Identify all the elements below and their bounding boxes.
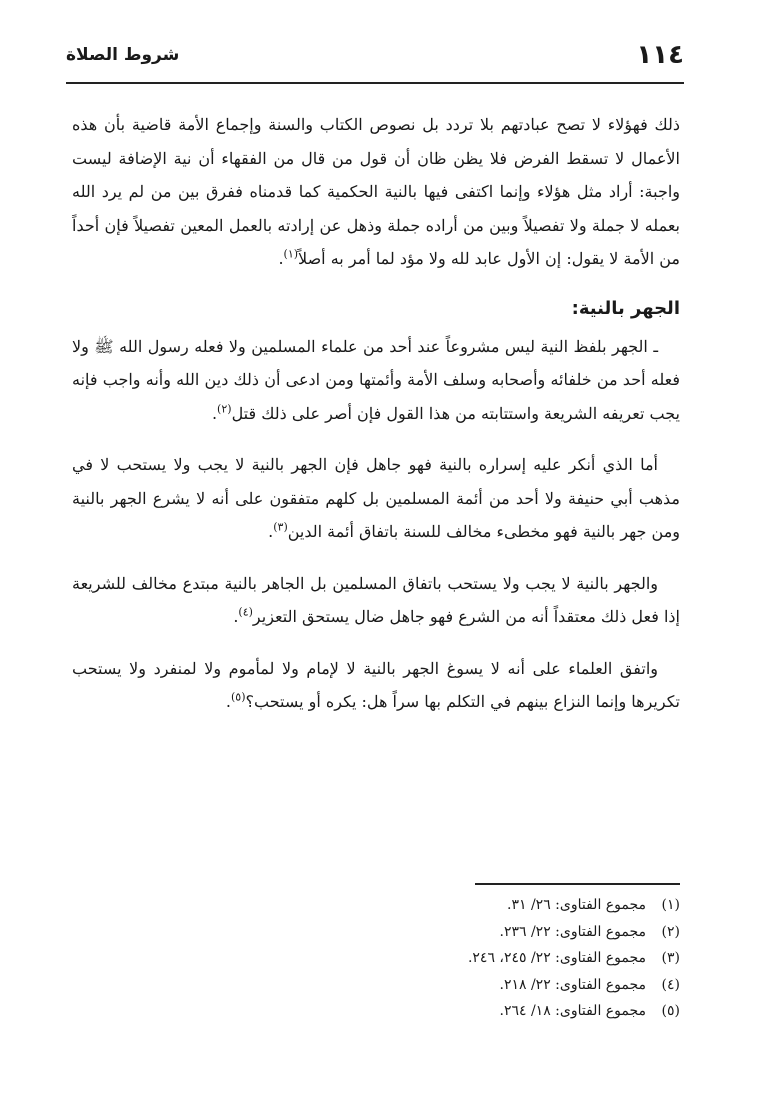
paragraph-5-text: واتفق العلماء على أنه لا يسوغ الجهر بالنية لا لإمام ولا لمأموم ولا لمنفرد ولا يستحب تكريرها وإنما النزاع بينهم في التكلم بها سراً هل: يكره أو يستحب؟ xyxy=(72,658,680,711)
section-heading: الجهر بالنية: xyxy=(571,297,680,319)
footnote-text: مجموع الفتاوى: ٢٢/ ٢٣٦. xyxy=(499,923,646,940)
footnote-item xyxy=(72,998,680,1025)
footnote-ref-2[interactable]: (٢) xyxy=(217,402,232,416)
body-text xyxy=(72,108,680,719)
paragraph-4-end: . xyxy=(233,607,239,626)
footnote-text: مجموع الفتاوى: ٢٢/ ٢١٨. xyxy=(499,976,646,993)
paragraph-2-dash: ـ xyxy=(653,336,658,356)
footnote-item xyxy=(72,945,680,972)
page-header xyxy=(66,38,684,72)
footnote-ref-5[interactable]: (٥) xyxy=(230,690,246,704)
paragraph-4 xyxy=(72,567,680,634)
footnote-item xyxy=(72,972,680,999)
footnotes-list xyxy=(72,892,680,1025)
footnote-text: مجموع الفتاوى: ٢٢/ ٢٤٥، ٢٤٦. xyxy=(467,950,646,966)
footnote-text: مجموع الفتاوى: ١٨/ ٢٦٤. xyxy=(499,1003,646,1019)
paragraph-2 xyxy=(72,330,680,431)
footnote-item xyxy=(72,892,680,919)
footnote-rule xyxy=(475,883,680,885)
paragraph-2-text: الجهر بلفظ النية ليس مشروعاً عند أحد من علماء المسلمين ولا فعله رسول الله ﷺ ولا فعله أحد من خلفائه وأصحابه وسلف الأمة وأئمتها ومن ادعى أن ذلك دين الله وأنه واجب فإنه يجب تعريفه الشريعة واستتابته من هذا القول فإن أصر على ذلك قتل xyxy=(72,336,680,423)
paragraph-3-text: أما الذي أنكر عليه إسراره بالنية فهو جاهل فإن الجهر بالنية لا يجب ولا يستحب لا في مذهب أبي حنيفة ولا أحد من أئمة المسلمين بل كلهم متفقون على أنه لا يشرع الجهر بالنية ومن جهر بالنية فهو مخطىء مخالف للسنة باتفاق أئمة الدين xyxy=(72,455,680,541)
footnote-ref-1[interactable]: (١) xyxy=(283,247,299,261)
footnote-number: (٥) xyxy=(661,1003,680,1019)
paragraph-1-text: ذلك فهؤلاء لا تصح عبادتهم بلا تردد بل نصوص الكتاب والسنة وإجماع الأمة قاضية بأن هذه الأعمال لا تسقط الفرض فلا يظن ظان أن قول من قال من الفقهاء أن نية الإضافة ليست واجبة: أراد مثل هؤلاء وإنما اكتفى فيها بالنية الحكمية كما قدمناه ففرق بين من لم يرد الله بعمله لا جملة ولا تفصيلاً وبين من أراده جملة وذهل عن إرادته بالعمل المعين تفصيلاً فإن أحداً من الأمة لا يقول: إن الأول عابد لله ولا مؤد لما أمر به أصلاً xyxy=(72,115,680,268)
footnote-number: (١) xyxy=(661,897,680,913)
footnote-number: (٣) xyxy=(661,950,680,966)
paragraph-1 xyxy=(72,108,680,276)
page-number: ١١٤ xyxy=(636,40,684,70)
paragraph-5 xyxy=(72,652,680,719)
paragraph-1-end: . xyxy=(278,249,284,268)
paragraph-2-end: . xyxy=(211,403,218,423)
running-title: شروط الصلاة xyxy=(66,45,180,65)
header-rule xyxy=(66,82,684,84)
footnote-number: (٢) xyxy=(661,923,680,940)
footnote-text: مجموع الفتاوى: ٢٦/ ٣١. xyxy=(507,897,646,913)
paragraph-3 xyxy=(72,448,680,549)
paragraph-3-end: . xyxy=(268,522,274,541)
footnote-number: (٤) xyxy=(661,976,680,993)
paragraph-5-end: . xyxy=(225,692,231,711)
footnote-ref-4[interactable]: (٤) xyxy=(238,605,253,619)
paragraph-4-text: والجهر بالنية لا يجب ولا يستحب باتفاق المسلمين بل الجاهر بالنية مبتدع مخالف للشريعة إذا فعل ذلك معتقداً أنه من الشرع فهو جاهل ضال يستحق التعزير xyxy=(72,573,680,626)
footnote-ref-3[interactable]: (٣) xyxy=(273,520,288,534)
footnote-item xyxy=(72,919,680,946)
